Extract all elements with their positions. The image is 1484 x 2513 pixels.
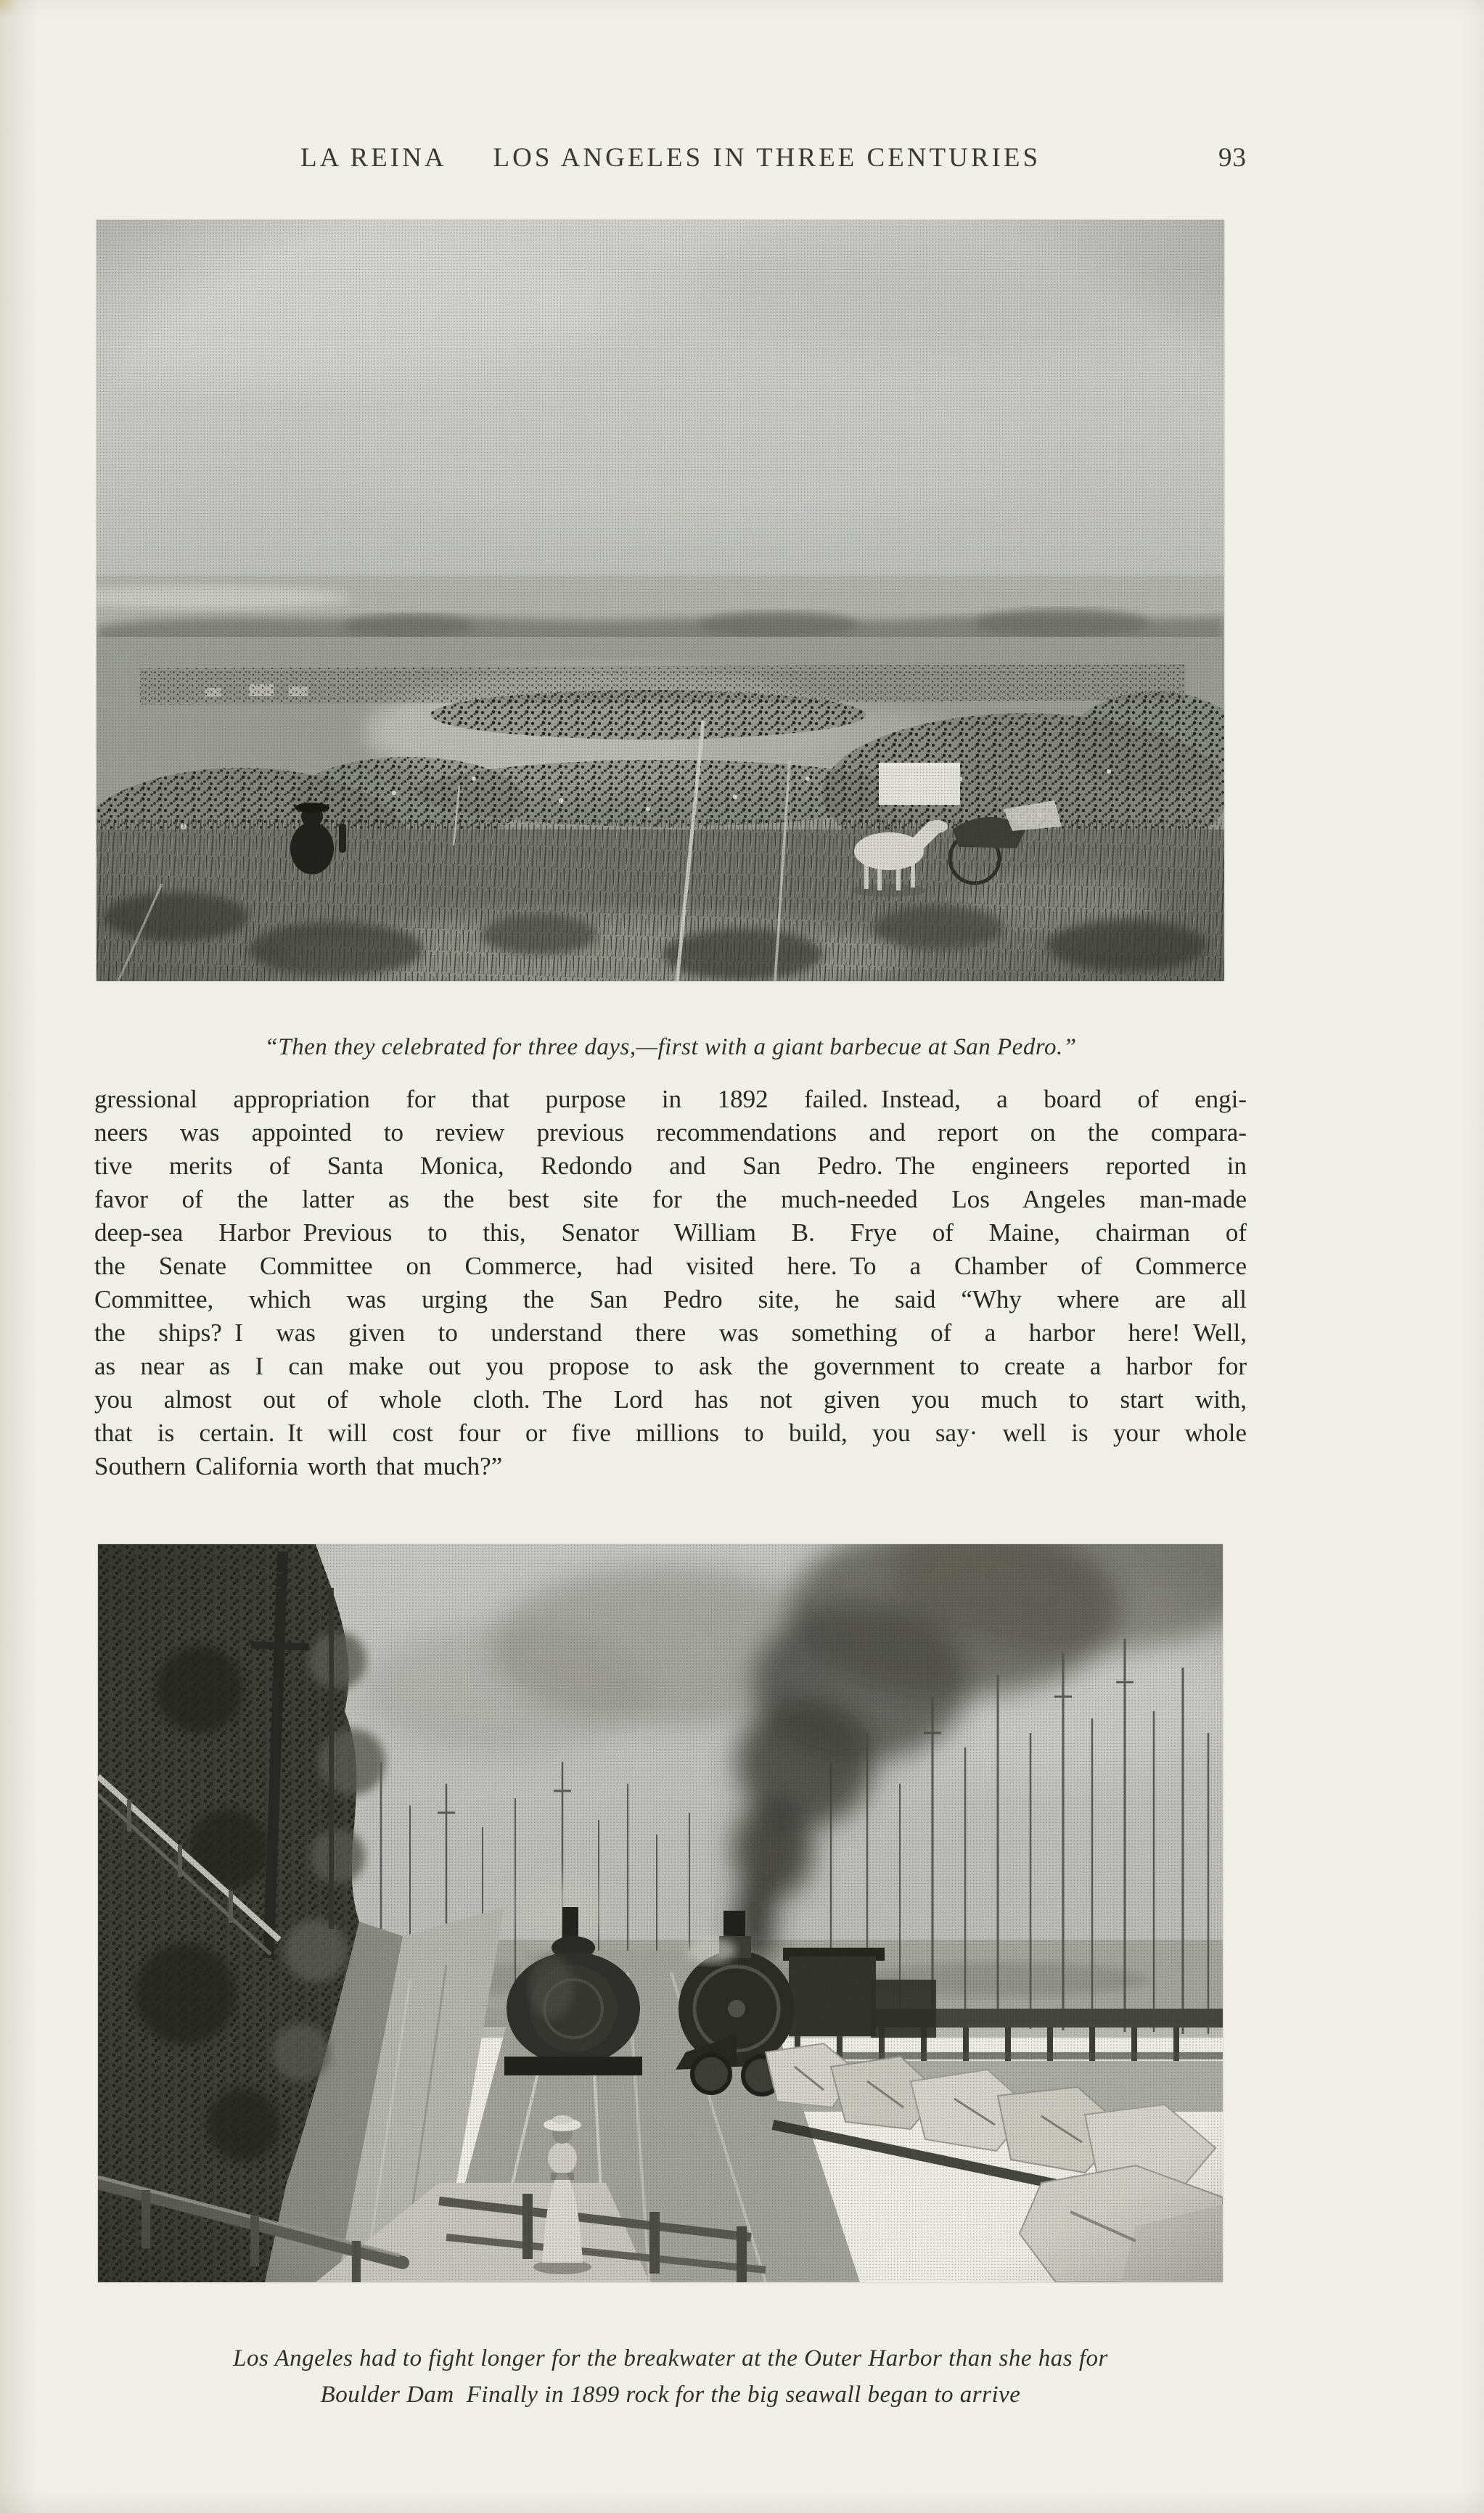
body-line: the Senate Committee on Commerce, had visited here. To a Chamber of Commerce [94, 1252, 1247, 1280]
photo1-caption: “Then they celebrated for three days,—first with a giant barbecue at San Pedro.” [264, 1034, 1077, 1060]
body-line: as near as I can make out you propose to ask the government to create a harbor for [94, 1352, 1247, 1380]
body-line: favor of the latter as the best site for the much-needed Los Angeles man-made [94, 1185, 1247, 1213]
body-line: the ships? I was given to understand there was something of a harbor here! Well, [94, 1319, 1247, 1347]
photo-rock-train-harbor [98, 1544, 1223, 2282]
body-line: that is certain. It will cost four or five millions to build, you say· well is your whole [94, 1419, 1247, 1447]
photo-barbecue-crowd [97, 220, 1224, 981]
photo1-vignette [97, 220, 1224, 981]
running-head-title [94, 142, 1247, 173]
body-line: gressional appropriation for that purpose in 1892 failed. Instead, a board of engi- [94, 1085, 1247, 1113]
body-line: tive merits of Santa Monica, Redondo and San Pedro. The engineers reported in [94, 1152, 1247, 1180]
page-number: 93 [1218, 143, 1247, 173]
photo2-caption [94, 2340, 1247, 2413]
body-line: Committee, which was urging the San Pedro site, he said “Why where are all [94, 1285, 1247, 1313]
photo2-caption-line2: Boulder Dam Finally in 1899 rock for the big seawall began to arrive [320, 2382, 1021, 2408]
body-line: Southern California worth that much?” [94, 1452, 503, 1480]
photo1-illustration [97, 220, 1224, 981]
body-text [94, 1083, 1247, 1483]
book-title: LA REINA [300, 143, 447, 173]
photo2-illustration [98, 1544, 1223, 2282]
page-header [94, 142, 1247, 180]
body-line: deep-sea Harbor Previous to this, Senator William B. Frye of Maine, chairman of [94, 1218, 1247, 1247]
body-line: you almost out of whole cloth. The Lord has not given you much to start with, [94, 1385, 1247, 1414]
body-line: neers was appointed to review previous recommendations and report on the compara- [94, 1118, 1247, 1147]
chapter-title: LOS ANGELES IN THREE CENTURIES [493, 143, 1041, 173]
photo2-vignette [98, 1544, 1223, 2282]
photo2-caption-line1: Los Angeles had to fight longer for the breakwater at the Outer Harbor than she has for [233, 2345, 1108, 2371]
